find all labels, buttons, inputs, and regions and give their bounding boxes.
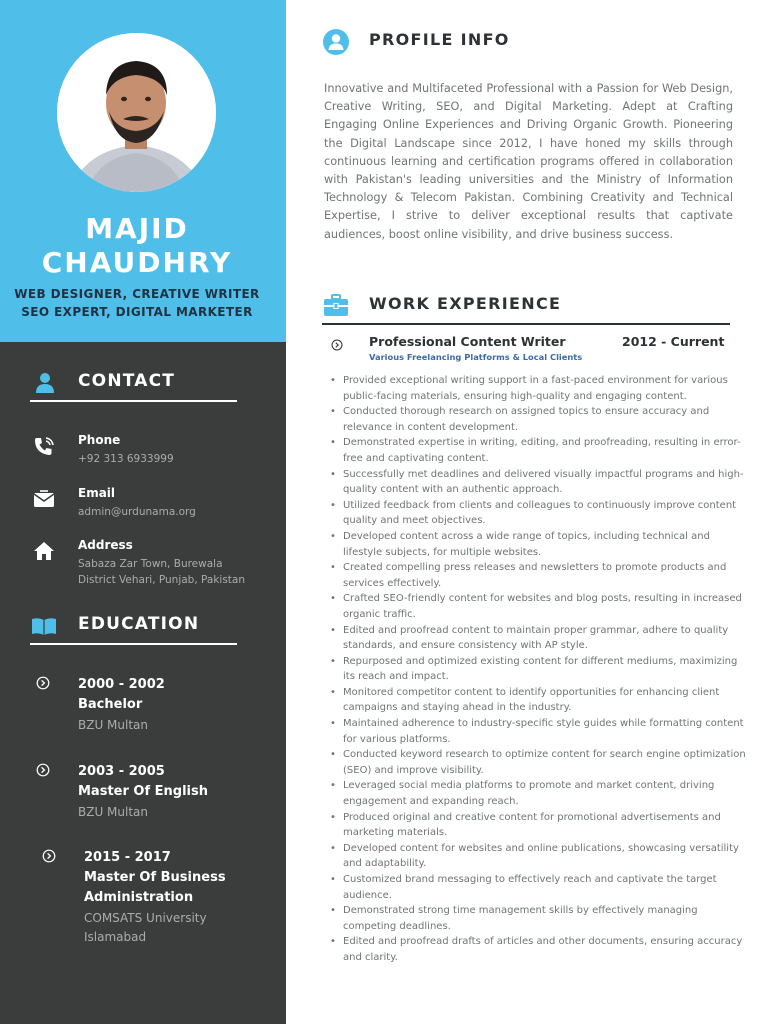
- address-label: Address: [78, 538, 133, 552]
- list-item: • Edited and proofread content to maintain proper grammar, adhere to quality standards, and ensure consistency with AP style.: [330, 623, 748, 654]
- list-item: • Developed content for websites and online publications, showcasing versatility and adaptability.: [330, 841, 748, 872]
- phone-value[interactable]: +92 313 6933999: [78, 453, 174, 465]
- chevron-circle-icon: [42, 849, 56, 863]
- job-duties-list: [330, 373, 748, 966]
- contact-heading-label: CONTACT: [78, 371, 176, 391]
- book-icon: [31, 615, 57, 637]
- list-item: • Repurposed and optimized existing content for different mediums, maximizing its reach and impact.: [330, 654, 748, 685]
- education-heading: [30, 613, 237, 645]
- list-item: • Customized brand messaging to effectively reach and captivate the target audience.: [330, 872, 748, 903]
- job-years: 2012 - Current: [622, 334, 725, 349]
- job-title: Professional Content Writer: [369, 334, 566, 349]
- list-item: • Edited and proofread drafts of articles and other documents, ensuring accuracy and clarity.: [330, 934, 748, 965]
- list-item: • Conducted thorough research on assigned topics to ensure accuracy and relevance in content development.: [330, 404, 748, 435]
- mail-icon: [32, 488, 56, 510]
- education-years: 2003 - 2005: [78, 764, 165, 779]
- list-item: • Utilized feedback from clients and colleagues to continuously improve content quality and meet objectives.: [330, 498, 748, 529]
- user-circle-icon: [322, 28, 350, 56]
- name-line-1: MAJID: [85, 212, 189, 245]
- profile-heading-label: PROFILE INFO: [369, 30, 510, 49]
- profile-heading: [322, 28, 730, 56]
- list-item: • Conducted keyword research to optimize content for search engine optimization (SEO) and improve visibility.: [330, 747, 748, 778]
- chevron-circle-icon: [331, 339, 343, 351]
- work-heading: [322, 292, 730, 320]
- phone-icon: [32, 435, 56, 457]
- person-portrait-icon: [57, 33, 216, 192]
- chevron-circle-icon: [36, 676, 50, 690]
- education-heading-label: EDUCATION: [78, 614, 200, 634]
- list-item: • Crafted SEO-friendly content for websites and blog posts, resulting in increased organic traffic.: [330, 591, 748, 622]
- email-label: Email: [78, 486, 116, 500]
- address-value: Sabaza Zar Town, Burewala District Vehari, Punjab, Pakistan: [78, 558, 245, 586]
- role-line-2: SEO EXPERT, DIGITAL MARKETER: [21, 305, 253, 319]
- list-item: • Demonstrated expertise in writing, editing, and proofreading, resulting in error-free and captivating content.: [330, 435, 748, 466]
- list-item: • Leveraged social media platforms to promote and market content, driving engagement and expanding reach.: [330, 778, 748, 809]
- list-item: • Maintained adherence to industry-specific style guides while formatting content for various platforms.: [330, 716, 748, 747]
- education-school: BZU Multan: [78, 718, 149, 732]
- education-degree: Master Of Business Administration: [84, 870, 226, 905]
- name-line-2: CHAUDHRY: [41, 246, 233, 279]
- list-item: • Demonstrated strong time management skills by effectively managing competing deadlines.: [330, 903, 748, 934]
- list-item: • Created compelling press releases and newsletters to promote products and services effectively.: [330, 560, 748, 591]
- list-item: • Successfully met deadlines and delivered visually impactful programs and high-quality content with an authentic approach.: [330, 467, 748, 498]
- education-degree: Master Of English: [78, 784, 208, 799]
- list-item: • Monitored competitor content to identify opportunities for enhancing client campaigns and staying ahead in the industry.: [330, 685, 748, 716]
- briefcase-icon: [322, 292, 350, 320]
- email-value[interactable]: admin@urdunama.org: [78, 506, 196, 518]
- profile-summary: Innovative and Multifaceted Professional with a Passion for Web Design, Creative Writing, SEO, and Digital Marketing. Adept at Crafting Engaging Online Experiences and Driving Organic Growth. Pioneering the Digital Landscape since 2012, I have honed my skills through continuous learning and certification programs offered in collaboration with Pakistan's leading universities and the Ministry of Information Technology & Telecom Pakistan. Combining Creativity and Technical Expertise, I strive to deliver exceptional results that captivate audiences, boost online visibility, and drive business success.: [324, 82, 733, 241]
- education-item: [84, 848, 244, 947]
- education-degree: Bachelor: [78, 697, 143, 712]
- list-item: • Provided exceptional writing support in a fast-paced environment for various public-facing materials, ensuring high-quality and engaging content.: [330, 373, 748, 404]
- person-role: [0, 285, 274, 321]
- education-school: COMSATS University Islamabad: [84, 911, 207, 944]
- education-item: [78, 675, 278, 735]
- profile-photo: [57, 33, 216, 192]
- job-company: Various Freelancing Platforms & Local Clients: [369, 352, 583, 362]
- work-heading-divider: [322, 323, 730, 325]
- contact-heading: [30, 370, 237, 402]
- chevron-circle-icon: [36, 763, 50, 777]
- list-item: • Developed content across a wide range of topics, including technical and lifestyle subjects, for multiple websites.: [330, 529, 748, 560]
- education-item: [78, 762, 278, 822]
- list-item: • Produced original and creative content for promotional advertisements and marketing materials.: [330, 810, 748, 841]
- phone-label: Phone: [78, 433, 121, 447]
- person-name: [0, 212, 274, 280]
- education-years: 2015 - 2017: [84, 850, 171, 865]
- work-heading-label: WORK EXPERIENCE: [369, 294, 562, 313]
- education-years: 2000 - 2002: [78, 677, 165, 692]
- education-school: BZU Multan: [78, 805, 149, 819]
- role-line-1: WEB DESIGNER, CREATIVE WRITER: [14, 287, 260, 301]
- home-icon: [32, 540, 56, 562]
- user-icon: [34, 372, 56, 394]
